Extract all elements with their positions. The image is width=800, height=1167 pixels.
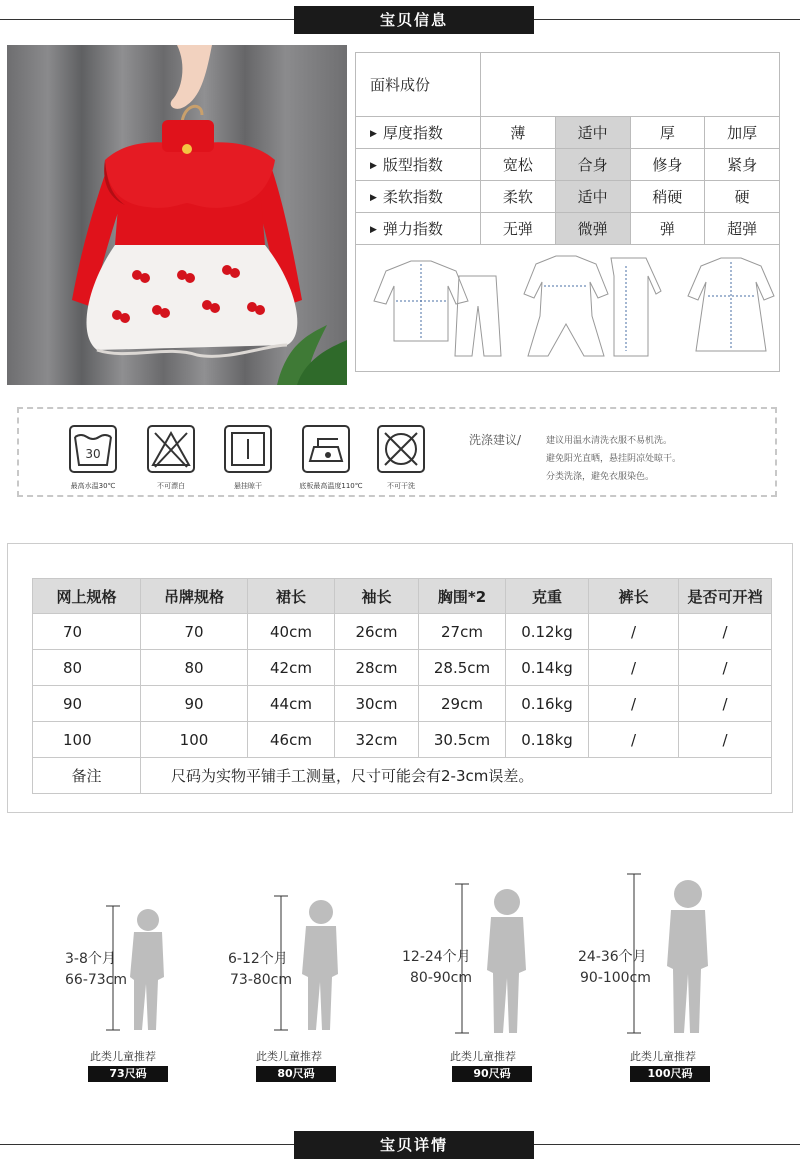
table-cell: / [589,686,679,722]
note-row [33,758,772,794]
wash-temp: 30 [85,447,101,461]
attr-option: 柔软 [481,181,556,213]
kid-size-badge: 73尺码 [88,1066,168,1082]
attr-option: 无弹 [481,213,556,245]
attr-option: 加厚 [705,117,780,149]
wash-label: 不可干洗 [387,482,415,490]
wash-line: 建议用温水清洗衣服不易机洗。 [546,436,673,446]
size-table-header [33,579,772,614]
no-dry-clean-icon [377,425,425,473]
table-cell: 0.16kg [506,686,589,722]
note-label: 备注 [33,758,141,794]
kid-recommend: 此类儿童推荐 [256,1050,322,1063]
kid-age: 24-36个月 [578,949,647,965]
fabric-value [481,53,780,117]
col-header: 裤长 [589,579,679,614]
attr-row-softness [356,181,780,213]
attr-option-selected: 适中 [555,181,630,213]
attr-row-name: 厚度指数 [382,124,443,142]
attr-option-selected: 合身 [555,149,630,181]
table-cell: 32cm [335,722,419,758]
col-header: 胸围*2 [419,579,506,614]
attr-option: 薄 [481,117,556,149]
table-cell: / [589,614,679,650]
kid-size-badge: 90尺码 [452,1066,532,1082]
kid-size-badge: 80尺码 [256,1066,336,1082]
table-cell: / [589,722,679,758]
table-cell: 0.14kg [506,650,589,686]
table-cell: / [679,650,772,686]
wash-title: 洗涤建议/ [469,433,522,447]
table-cell: / [679,686,772,722]
attr-option: 厚 [630,117,705,149]
attr-row-thickness [356,117,780,149]
wash-line: 分类洗涤，避免衣服染色。 [546,472,655,482]
kid-recommend: 此类儿童推荐 [630,1050,696,1063]
table-cell: / [679,722,772,758]
table-cell: 0.18kg [506,722,589,758]
table-cell: 27cm [419,614,506,650]
kid-height: 90-100cm [580,970,651,986]
table-cell: 70 [33,614,141,650]
table-cell: 44cm [248,686,335,722]
no-bleach-icon [147,425,195,473]
col-header: 吊牌规格 [141,579,248,614]
attr-option: 超弹 [705,213,780,245]
kid-age: 3-8个月 [65,951,116,967]
attr-row-fit [356,149,780,181]
attr-option: 弹 [630,213,705,245]
table-cell: 28cm [335,650,419,686]
col-header: 克重 [506,579,589,614]
size-table [32,578,772,794]
table-cell: 26cm [335,614,419,650]
table-row [33,686,772,722]
table-cell: 0.12kg [506,614,589,650]
attribute-table [355,52,780,372]
table-row [33,722,772,758]
wash-30-icon [69,425,117,473]
table-cell: 28.5cm [419,650,506,686]
triangle-icon: ▶ [370,225,377,235]
table-cell: 29cm [419,686,506,722]
attr-option: 修身 [630,149,705,181]
attr-option: 宽松 [481,149,556,181]
attr-row-name: 版型指数 [382,156,443,174]
wash-label: 底板最高温度110℃ [299,482,363,490]
attr-option: 紧身 [705,149,780,181]
table-cell: 100 [141,722,248,758]
kid-card [578,860,738,1090]
col-header: 袖长 [335,579,419,614]
product-photo [7,45,347,385]
top-banner [0,5,800,35]
attr-option: 稍硬 [630,181,705,213]
kid-recommend: 此类儿童推荐 [450,1050,516,1063]
table-cell: / [679,614,772,650]
kid-height: 66-73cm [65,972,128,988]
triangle-icon: ▶ [370,129,377,139]
attr-row-name: 弹力指数 [382,220,443,238]
fabric-label: 面料成份 [356,53,481,117]
attr-option-selected: 微弹 [555,213,630,245]
col-header: 是否可开裆 [679,579,772,614]
table-cell: 80 [141,650,248,686]
kid-card [402,870,552,1090]
kid-age: 6-12个月 [228,951,288,967]
kid-size-badge: 100尺码 [630,1066,710,1082]
attr-row-name: 柔软指数 [382,188,443,206]
banner-title: 宝贝信息 [294,6,534,34]
wash-label: 不可漂白 [157,482,185,490]
wash-line: 避免阳光直晒，悬挂阴凉处晾干。 [546,454,682,464]
table-cell: 40cm [248,614,335,650]
table-cell: 70 [141,614,248,650]
hang-dry-icon [224,425,272,473]
table-cell: 30cm [335,686,419,722]
col-header: 裙长 [248,579,335,614]
kid-recommend: 此类儿童推荐 [90,1050,156,1063]
triangle-icon: ▶ [370,161,377,171]
note-text: 尺码为实物平铺手工测量，尺寸可能会有2-3cm误差。 [141,758,772,794]
kid-card [228,880,368,1090]
kid-card [60,890,200,1090]
iron-110-icon [302,425,350,473]
wash-label: 最高水温30℃ [70,482,116,490]
table-row [33,650,772,686]
triangle-icon: ▶ [370,193,377,203]
col-header: 网上规格 [33,579,141,614]
table-cell: 90 [141,686,248,722]
kid-height: 80-90cm [410,970,473,986]
measurement-diagram [356,246,779,371]
attr-row-elasticity [356,213,780,245]
table-row [33,614,772,650]
table-cell: 42cm [248,650,335,686]
attr-option-selected: 适中 [555,117,630,149]
wash-care-box [17,407,777,497]
attr-option: 硬 [705,181,780,213]
wash-label: 悬挂晾干 [234,482,262,490]
table-cell: 30.5cm [419,722,506,758]
table-cell: 90 [33,686,141,722]
table-cell: 46cm [248,722,335,758]
table-cell: / [589,650,679,686]
table-cell: 80 [33,650,141,686]
banner-title: 宝贝详情 [294,1131,534,1159]
kid-height: 73-80cm [230,972,293,988]
kid-age: 12-24个月 [402,949,471,965]
bottom-banner [0,1130,800,1160]
table-cell: 100 [33,722,141,758]
